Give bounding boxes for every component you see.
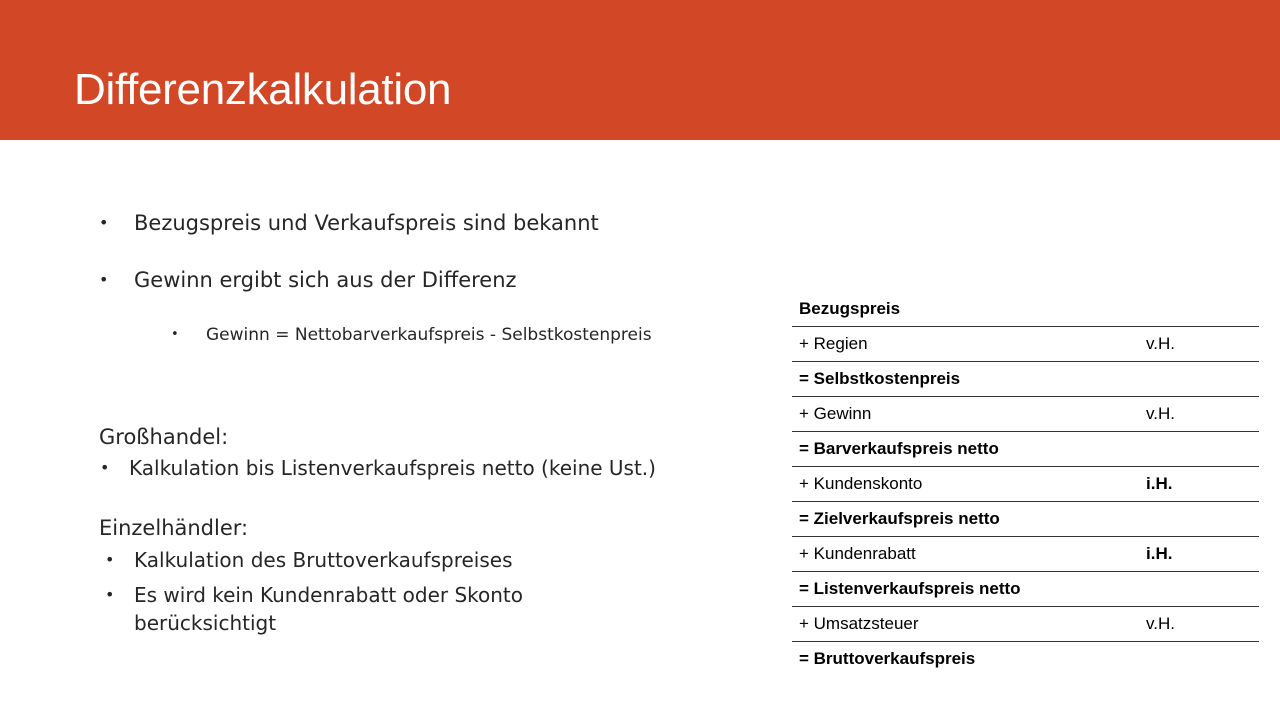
bullet-item — [99, 209, 599, 237]
table-cell-rate: v.H. — [1139, 397, 1259, 432]
table-cell-label: + Kundenrabatt — [792, 537, 1139, 572]
table-cell-rate — [1139, 362, 1259, 397]
title-bar — [0, 0, 1280, 140]
grosshandel-item — [100, 454, 656, 482]
table-row — [792, 572, 1259, 607]
bullet-item — [99, 266, 517, 294]
table-row — [792, 432, 1259, 467]
bullet-icon: • — [171, 327, 179, 342]
sub-bullet-text: Gewinn = Nettobarverkaufspreis - Selbstkostenpreis — [206, 325, 652, 345]
einzelhaendler-heading: Einzelhändler: — [99, 516, 249, 540]
table-cell-label: + Regien — [792, 327, 1139, 362]
table-cell-rate — [1139, 642, 1259, 677]
bullet-icon: • — [99, 213, 109, 232]
slide-title: Differenzkalkulation — [74, 65, 452, 114]
table-cell-label: = Barverkaufspreis netto — [792, 432, 1139, 467]
table-cell-rate — [1139, 432, 1259, 467]
table-cell-label: + Kundenskonto — [792, 467, 1139, 502]
table-row — [792, 397, 1259, 432]
calculation-table — [792, 292, 1259, 676]
bullet-icon: • — [105, 550, 115, 569]
table-cell-rate: i.H. — [1139, 537, 1259, 572]
table-cell-label: = Listenverkaufspreis netto — [792, 572, 1139, 607]
bullet-text: Bezugspreis und Verkaufspreis sind bekannt — [134, 211, 599, 235]
bullet-icon: • — [99, 270, 109, 289]
table-cell-label: + Umsatzsteuer — [792, 607, 1139, 642]
table-cell-rate: v.H. — [1139, 607, 1259, 642]
bullet-text: Gewinn ergibt sich aus der Differenz — [134, 268, 517, 292]
table-row — [792, 362, 1259, 397]
table-row — [792, 537, 1259, 572]
table-row — [792, 467, 1259, 502]
table-cell-label: = Bruttoverkaufspreis — [799, 649, 976, 668]
table-row — [792, 502, 1259, 537]
table-cell-label: Bezugspreis — [792, 292, 1139, 327]
table-cell-rate: v.H. — [1139, 327, 1259, 362]
table-cell-rate — [1139, 502, 1259, 537]
table-cell-label: = Zielverkaufspreis netto — [792, 502, 1139, 537]
bullet-icon: • — [100, 458, 110, 477]
einzelhaendler-item-text: Kalkulation des Bruttoverkaufspreises — [134, 548, 513, 572]
table-cell-label: + Gewinn — [792, 397, 1139, 432]
grosshandel-heading: Großhandel: — [99, 425, 229, 449]
table-cell-rate: i.H. — [1139, 467, 1259, 502]
table-cell-label: = Selbstkostenpreis — [792, 362, 1139, 397]
table-row — [792, 327, 1259, 362]
einzelhaendler-item — [105, 581, 604, 637]
einzelhaendler-item — [105, 546, 513, 574]
table-row — [792, 642, 1259, 677]
table-cell-rate — [1139, 572, 1259, 607]
table-cell-rate — [1139, 292, 1259, 327]
einzelhaendler-item-text: Es wird kein Kundenrabatt oder Skonto berücksichtigt — [134, 583, 524, 635]
sub-bullet-item — [171, 323, 652, 347]
table-row — [792, 292, 1259, 327]
table-row — [792, 607, 1259, 642]
bullet-icon: • — [105, 585, 115, 604]
grosshandel-item-text: Kalkulation bis Listenverkaufspreis netto (keine Ust.) — [129, 456, 656, 480]
